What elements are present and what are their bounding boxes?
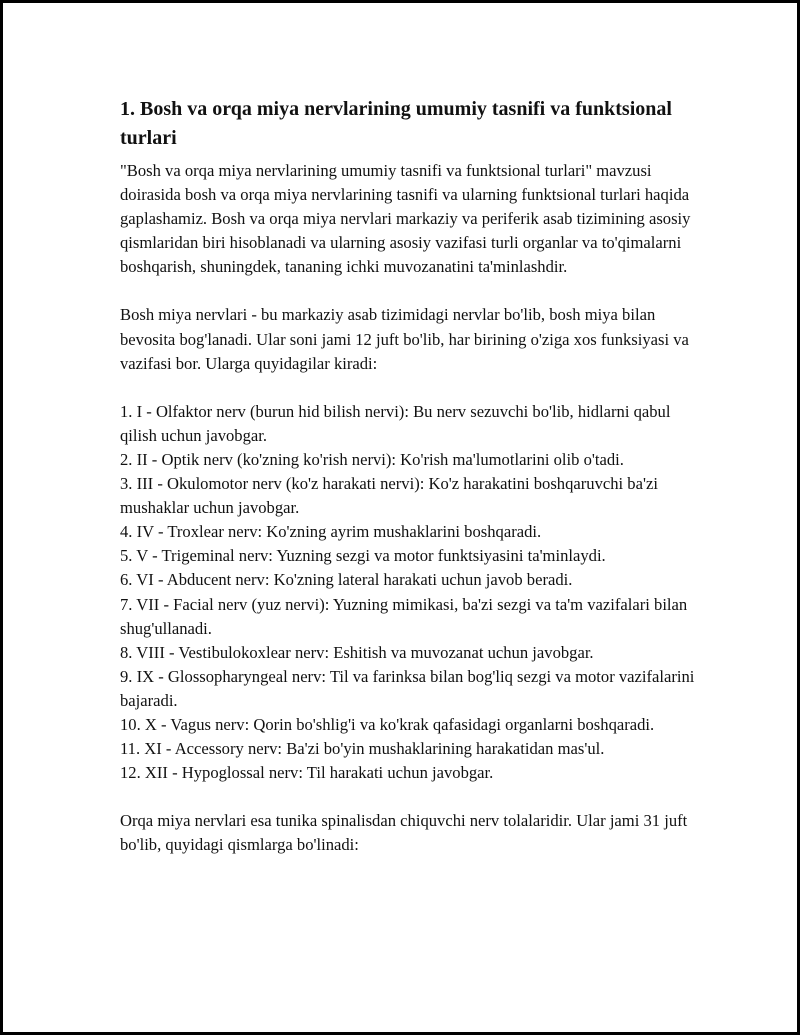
list-item: 11. XI - Accessory nerv: Ba'zi bo'yin mushaklarining harakatidan mas'ul. <box>120 739 605 759</box>
section-title: 1. Bosh va orqa miya nervlarining umumiy tasnifi va funktsional turlari <box>120 98 672 149</box>
list-item: 6. VI - Abducent nerv: Ko'zning lateral harakati uchun javob beradi. <box>120 570 573 590</box>
list-item: 4. IV - Troxlear nerv: Ko'zning ayrim mushaklarini boshqaradi. <box>120 522 542 542</box>
spinal-nerves-paragraph: Orqa miya nervlari esa tunika spinalisdan chiquvchi nerv tolalaridir. Ular jami 31 juft bo'lib, quyidagi qismlarga bo'linadi: <box>120 811 688 855</box>
intro-paragraph: "Bosh va orqa miya nervlarining umumiy tasnifi va funktsional turlari" mavzusi doirasida bosh va orqa miya nervlarining tasnifi va ularning funktsional turlari haqida gaplashamiz. Bosh va orqa miya nervlari markaziy va periferik asab tizimining asosiy qismlaridan biri hisoblanadi va ularning asosiy vazifasi turli organlar va to'qimalarni boshqarish, shuningdek, tananing ichki muvozanatini ta'minlashdir. <box>120 161 691 277</box>
list-item: 10. X - Vagus nerv: Qorin bo'shlig'i va ko'krak qafasidagi organlarni boshqaradi. <box>120 714 655 734</box>
list-item: 1. I - Olfaktor nerv (burun hid bilish nervi): Bu nerv sezuvchi bo'lib, hidlarni qabul qilish uchun javobgar. <box>120 401 671 445</box>
cranial-nerves-list <box>120 400 700 786</box>
list-item: 2. II - Optik nerv (ko'zning ko'rish nervi): Ko'rish ma'lumotlarini olib o'tadi. <box>120 449 624 469</box>
list-item: 3. III - Okulomotor nerv (ko'z harakati nervi): Ko'z harakatini boshqaruvchi ba'zi mushaklar uchun javobgar. <box>120 474 658 518</box>
list-item: 5. V - Trigeminal nerv: Yuzning sezgi va motor funktsiyasini ta'minlaydi. <box>120 546 606 566</box>
list-item: 9. IX - Glossopharyngeal nerv: Til va farinksa bilan bog'liq sezgi va motor vazifalarini bajaradi. <box>120 666 695 710</box>
document-content <box>120 95 700 857</box>
list-item: 8. VIII - Vestibulokoxlear nerv: Eshitish va muvozanat uchun javobgar. <box>120 642 594 662</box>
list-item: 7. VII - Facial nerv (yuz nervi): Yuzning mimikasi, ba'zi sezgi va ta'm vazifalari bilan shug'ullanadi. <box>120 594 688 638</box>
cranial-nerves-paragraph: Bosh miya nervlari - bu markaziy asab tizimidagi nervlar bo'lib, bosh miya bilan bevosita bog'lanadi. Ular soni jami 12 juft bo'lib, har birining o'ziga xos funksiyasi va vazifasi bor. Ularga quyidagilar kiradi: <box>120 305 689 373</box>
list-item: 12. XII - Hypoglossal nerv: Til harakati uchun javobgar. <box>120 763 494 783</box>
